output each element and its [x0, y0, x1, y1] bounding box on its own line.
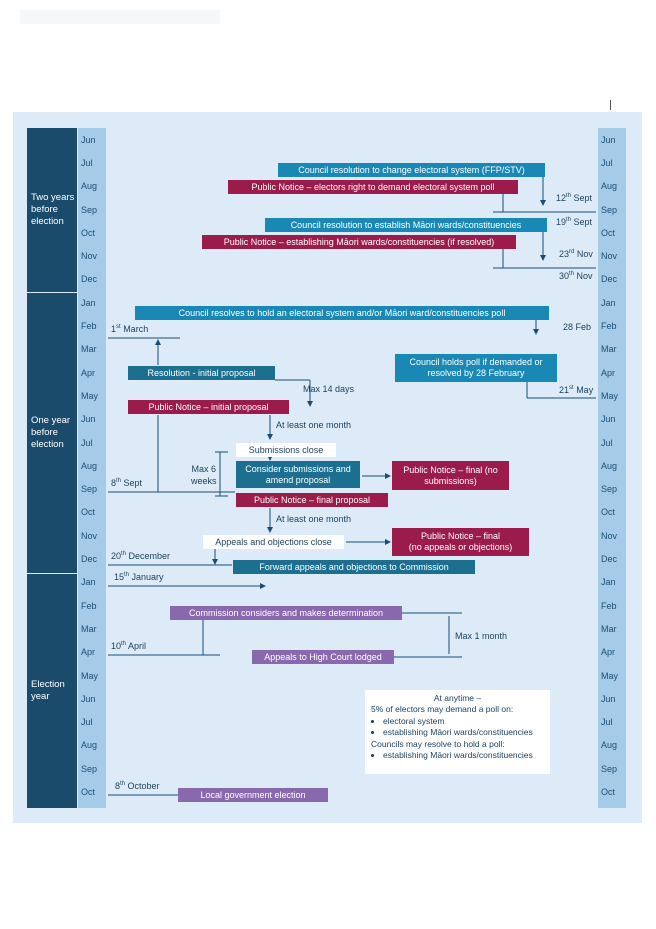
date-30-nov: 30th Nov	[559, 271, 593, 281]
month-label: Oct	[81, 787, 96, 798]
period-label: Two years before election	[31, 192, 75, 227]
month-label: Feb	[81, 600, 97, 611]
box-label: Public Notice – final (no	[403, 464, 498, 475]
box-public-notice-maori	[202, 235, 516, 249]
date-21-may: 21st May	[559, 385, 594, 395]
note-line: 5% of electors may demand a poll on:	[371, 704, 514, 715]
period-label: One year before election	[31, 415, 71, 450]
date-8-sept: 8th Sept	[111, 478, 143, 488]
box-council-resolution-electoral	[278, 163, 545, 177]
box-label: Public Notice – initial proposal	[148, 401, 269, 412]
box-public-notice-final-noapp	[392, 528, 529, 556]
month-label: Aug	[601, 181, 618, 192]
month-label: Jun	[81, 134, 96, 145]
box-label: Appeals and objections close	[215, 536, 332, 547]
duration-at-least-one-month-1: At least one month	[276, 420, 352, 430]
month-label: Jun	[601, 693, 616, 704]
month-label: Dec	[81, 274, 98, 285]
box-label: Resolution - initial proposal	[147, 367, 256, 378]
note-item: • electoral system	[383, 716, 544, 727]
box-label: Council resolves to hold an electoral system and/or Māori ward/constituencies poll	[178, 307, 506, 318]
month-label: Apr	[601, 367, 616, 378]
month-label: Sep	[81, 484, 98, 495]
month-label: Aug	[601, 460, 618, 471]
date-23-nov: 23rd Nov	[559, 249, 593, 259]
month-label: Feb	[601, 600, 617, 611]
box-label: Public Notice – establishing Māori wards/constituencies (if resolved)	[223, 236, 495, 247]
box-label: Public Notice – final	[420, 531, 501, 541]
box-label: Commission considers and makes determination	[188, 607, 384, 618]
month-label: May	[601, 390, 619, 401]
date-8-october: 8th October	[115, 781, 160, 791]
month-label: Jan	[601, 577, 616, 588]
month-label: Aug	[81, 181, 98, 192]
month-label: Jun	[81, 414, 96, 425]
box-label: Council holds poll if demanded or	[409, 357, 543, 367]
date-1-march: 1st March	[111, 324, 149, 334]
note-title: At anytime –	[433, 693, 482, 703]
month-label: Oct	[601, 507, 616, 518]
box-appeals-high-court	[252, 650, 394, 664]
box-label: Local government election	[200, 789, 306, 800]
month-label: Dec	[601, 554, 618, 565]
period-label: Election year	[31, 679, 65, 702]
box-council-holds-poll	[395, 354, 557, 382]
box-label: Public Notice – electors right to demand electoral system poll	[251, 181, 495, 192]
box-council-resolves-poll	[135, 306, 549, 320]
box-label: (no appeals or objections)	[408, 542, 513, 552]
month-label: Apr	[81, 647, 96, 658]
month-label: Jan	[81, 297, 96, 308]
month-label: Jul	[601, 717, 613, 728]
month-label: Mar	[81, 344, 97, 355]
margin-mark	[610, 100, 611, 110]
date-15-january: 15th January	[114, 572, 164, 582]
box-label: resolved by 28 February	[427, 368, 525, 378]
month-label: Sep	[601, 484, 618, 495]
month-label: May	[81, 390, 99, 401]
month-label: Feb	[81, 321, 97, 332]
month-label: Nov	[601, 251, 618, 262]
month-label: Apr	[81, 367, 96, 378]
month-label: Jun	[601, 414, 616, 425]
box-label: submissions)	[424, 475, 477, 486]
note-anytime	[365, 690, 550, 774]
month-label: Nov	[601, 530, 618, 541]
box-public-notice-poll	[228, 180, 518, 194]
box-forward-appeals	[233, 560, 475, 574]
note-list	[371, 750, 544, 761]
duration-max-14-days: Max 14 days	[303, 384, 355, 394]
box-public-notice-initial	[128, 400, 289, 414]
month-label: Jul	[81, 157, 93, 168]
month-label: Nov	[81, 251, 98, 262]
box-label: Forward appeals and objections to Commission	[259, 561, 449, 572]
month-label: Feb	[601, 321, 617, 332]
month-label: Oct	[81, 227, 96, 238]
box-label: Submissions close	[248, 444, 324, 455]
month-label: Aug	[81, 740, 98, 751]
note-item: • establishing Māori wards/constituencies	[383, 750, 544, 761]
box-label: Council resolution to change electoral system (FFP/STV)	[298, 164, 525, 175]
date-28-feb: 28 Feb	[563, 322, 592, 332]
month-label: Jan	[81, 577, 96, 588]
note-list	[371, 716, 544, 739]
month-label: Mar	[601, 344, 617, 355]
month-label: May	[601, 670, 619, 681]
month-label: Jul	[81, 437, 93, 448]
month-label: Mar	[601, 623, 617, 634]
box-local-election	[178, 788, 328, 802]
box-commission-considers	[170, 606, 402, 620]
date-20-december: 20th December	[111, 551, 171, 561]
month-label: Jul	[81, 717, 93, 728]
duration-max-6-weeks: Max 6 weeks	[191, 464, 217, 486]
box-label: Appeals to High Court lodged	[264, 651, 382, 662]
duration-max-1-month: Max 1 month	[455, 631, 508, 641]
month-label: Sep	[81, 763, 98, 774]
note-item: • establishing Māori wards/constituencies	[383, 727, 544, 738]
box-appeals-objections-close	[203, 535, 344, 549]
month-label: Oct	[601, 227, 616, 238]
box-submissions-close	[236, 443, 336, 457]
note-line: Councils may resolve to hold a poll:	[371, 738, 505, 749]
month-label: Dec	[81, 554, 98, 565]
month-label: Sep	[601, 763, 618, 774]
month-label: Aug	[601, 740, 618, 751]
month-label: Dec	[601, 274, 618, 285]
date-19-sept: 19th Sept	[556, 217, 593, 227]
box-resolution-initial	[128, 366, 275, 380]
month-label: Mar	[81, 623, 97, 634]
month-label: Sep	[601, 204, 618, 215]
month-label: Apr	[601, 647, 616, 658]
month-label: Oct	[81, 507, 96, 518]
box-consider-submissions	[236, 461, 360, 488]
month-label: Jun	[81, 693, 96, 704]
date-10-april: 10th April	[111, 641, 147, 651]
month-label: Jul	[601, 157, 613, 168]
month-label: Jul	[601, 437, 613, 448]
box-public-notice-final-proposal	[236, 493, 388, 507]
month-label: Jan	[601, 297, 616, 308]
box-label: amend proposal	[265, 474, 331, 485]
month-label: Sep	[81, 204, 98, 215]
month-label: Aug	[81, 460, 98, 471]
month-label: May	[81, 670, 99, 681]
box-label: Consider submissions and	[245, 463, 351, 474]
duration-at-least-one-month-2: At least one month	[276, 514, 352, 524]
month-label: Oct	[601, 787, 616, 798]
box-label: Council resolution to establish Māori wards/constituencies	[290, 219, 522, 230]
box-council-resolution-maori	[265, 218, 547, 232]
month-label: Nov	[81, 530, 98, 541]
month-label: Jun	[601, 134, 616, 145]
box-public-notice-final-nosub	[392, 461, 509, 490]
date-12-sept: 12th Sept	[556, 193, 593, 203]
box-label: Public Notice – final proposal	[253, 494, 371, 505]
